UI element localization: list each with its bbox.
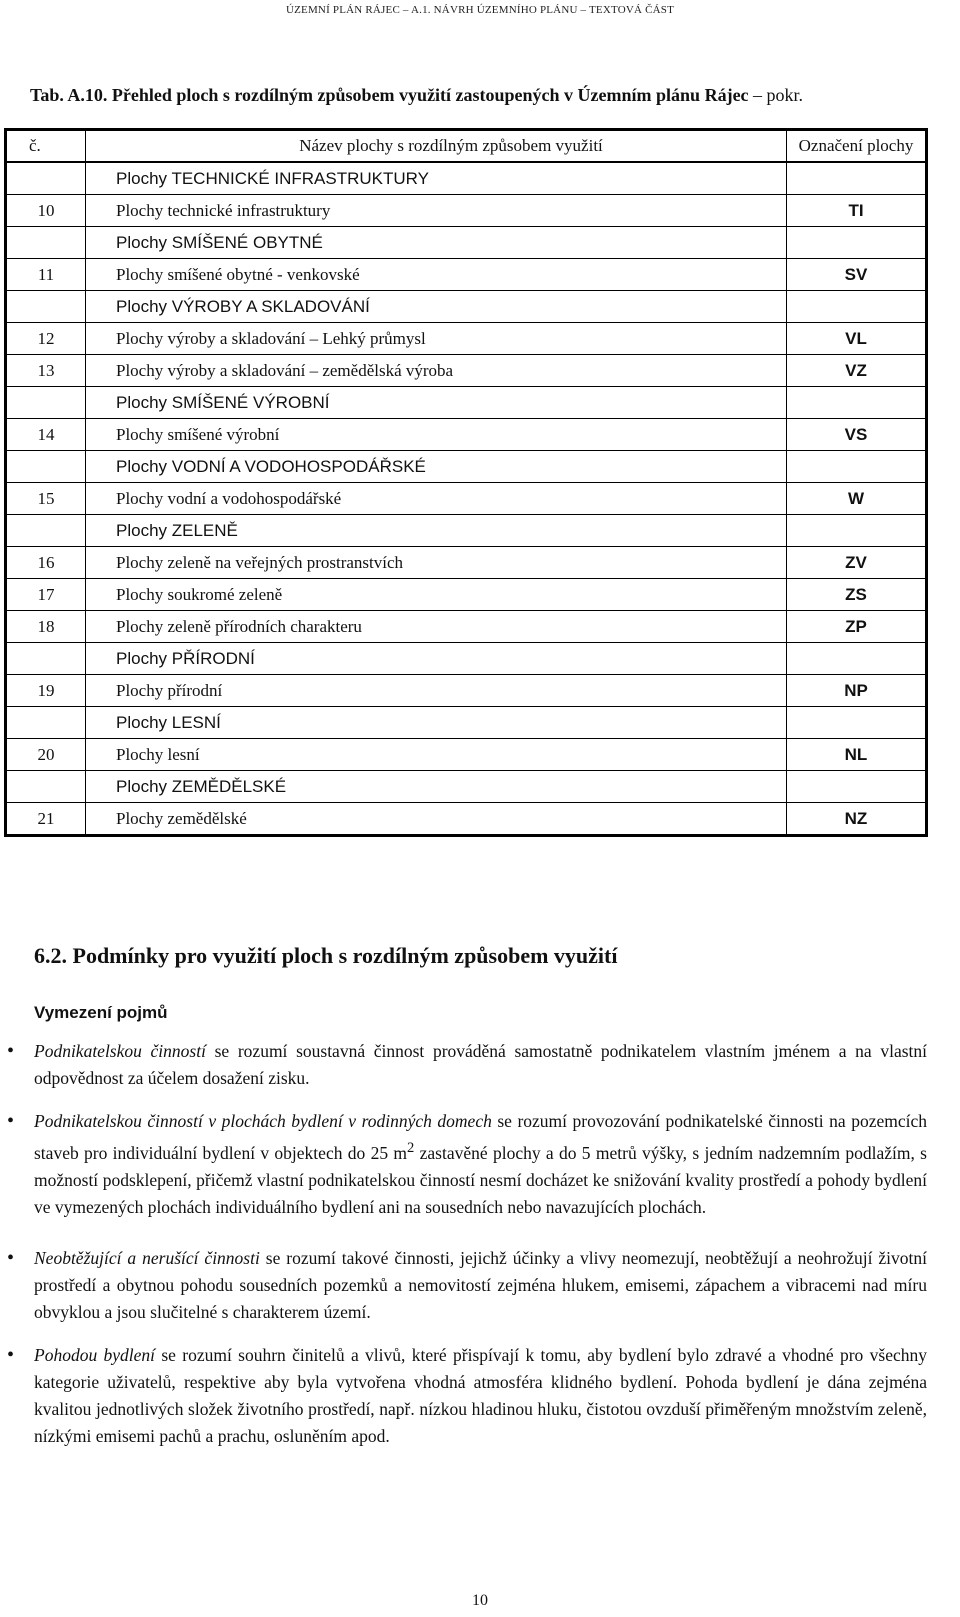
area-code: VS: [787, 419, 927, 451]
definition-item: [34, 1342, 927, 1450]
table-row: [6, 547, 927, 579]
definition-text-cont: zastavěné plochy a do 5 metrů výšky, s jedním nadzemním podlažím, s možností podsklepení, přičemž vlastní podnikatelskou činností nesmí docházet ke snižování kvality prostředí a pohody bydlení ve vymezených plochách individuálního bydlení ani na sousedních nebo navazujících plochách.: [34, 1142, 927, 1217]
caption-dash: –: [753, 85, 763, 105]
row-number: [6, 643, 86, 675]
table-row: [6, 419, 927, 451]
area-code: ZV: [787, 547, 927, 579]
area-code: [787, 291, 927, 323]
area-name: Plochy smíšené výrobní: [86, 419, 787, 451]
group-row: [6, 707, 927, 739]
area-code: [787, 387, 927, 419]
group-name: Plochy LESNÍ: [86, 707, 787, 739]
group-row: [6, 387, 927, 419]
definition-term: Podnikatelskou činností: [34, 1041, 206, 1061]
row-number: 11: [6, 259, 86, 291]
row-number: [6, 451, 86, 483]
table-caption: [30, 85, 930, 106]
group-row: [6, 291, 927, 323]
definition-item: [34, 1245, 927, 1326]
table-row: [6, 579, 927, 611]
row-number: [6, 771, 86, 803]
row-number: 17: [6, 579, 86, 611]
row-number: [6, 162, 86, 195]
area-code: [787, 707, 927, 739]
area-code: [787, 643, 927, 675]
area-name: Plochy lesní: [86, 739, 787, 771]
definition-term: Podnikatelskou činností v plochách bydlení v rodinných domech: [34, 1111, 492, 1131]
land-use-table: [4, 128, 928, 837]
table-row: [6, 195, 927, 227]
group-name: Plochy VÝROBY A SKLADOVÁNÍ: [86, 291, 787, 323]
area-name: Plochy výroby a skladování – Lehký průmysl: [86, 323, 787, 355]
area-code: [787, 515, 927, 547]
subheading: Vymezení pojmů: [34, 1003, 168, 1022]
area-code: NL: [787, 739, 927, 771]
group-name: Plochy SMÍŠENÉ VÝROBNÍ: [86, 387, 787, 419]
area-name: Plochy technické infrastruktury: [86, 195, 787, 227]
table-row: [6, 323, 927, 355]
row-number: 12: [6, 323, 86, 355]
header-code: Označení plochy: [787, 130, 927, 163]
area-code: NZ: [787, 803, 927, 836]
area-code: VZ: [787, 355, 927, 387]
row-number: [6, 515, 86, 547]
row-number: 16: [6, 547, 86, 579]
header-name: Název plochy s rozdílným způsobem využití: [86, 130, 787, 163]
table-row: [6, 355, 927, 387]
area-name: Plochy vodní a vodohospodářské: [86, 483, 787, 515]
table-body: [6, 162, 927, 836]
group-row: [6, 227, 927, 259]
row-number: [6, 291, 86, 323]
group-name: Plochy ZEMĚDĚLSKÉ: [86, 771, 787, 803]
area-code: NP: [787, 675, 927, 707]
row-number: 14: [6, 419, 86, 451]
area-code: W: [787, 483, 927, 515]
row-number: 13: [6, 355, 86, 387]
group-row: [6, 451, 927, 483]
superscript: 2: [407, 1140, 415, 1156]
group-row: [6, 515, 927, 547]
area-name: Plochy přírodní: [86, 675, 787, 707]
section-title: 6.2. Podmínky pro využití ploch s rozdílným způsobem využití: [34, 943, 618, 968]
row-number: 10: [6, 195, 86, 227]
page-number: 10: [472, 1592, 488, 1609]
area-name: Plochy zemědělské: [86, 803, 787, 836]
caption-main: Tab. A.10. Přehled ploch s rozdílným způsobem využití zastoupených v Územním plánu Rájec: [30, 85, 749, 105]
row-number: [6, 227, 86, 259]
group-name: Plochy VODNÍ A VODOHOSPODÁŘSKÉ: [86, 451, 787, 483]
definition-item: [34, 1108, 927, 1221]
definition-text: se rozumí soustavná činnost prováděná samostatně podnikatelem vlastním jménem a na vlastní odpovědnost za účelem dosažení zisku.: [34, 1041, 928, 1088]
page-header: ÚZEMNÍ PLÁN RÁJEC – A.1. NÁVRH ÚZEMNÍHO PLÁNU – TEXTOVÁ ČÁST: [285, 4, 675, 16]
row-number: 15: [6, 483, 86, 515]
definition-term: Neobtěžující a nerušící činnosti: [34, 1247, 260, 1268]
row-number: 18: [6, 611, 86, 643]
header-number: č.: [6, 130, 86, 163]
definition-term: Pohodou bydlení: [34, 1344, 156, 1365]
area-code: TI: [787, 195, 927, 227]
row-number: [6, 387, 86, 419]
definition-text: se rozumí provozování podnikatelské činnosti na pozemcích staveb pro individuální bydlení v objektech do 25 m: [34, 1111, 927, 1163]
table-row: [6, 675, 927, 707]
row-number: 19: [6, 675, 86, 707]
area-name: Plochy zeleně přírodních charakteru: [86, 611, 787, 643]
table-header-row: [6, 130, 927, 163]
caption-tail: pokr.: [766, 85, 804, 105]
group-row: [6, 162, 927, 195]
area-code: ZP: [787, 611, 927, 643]
area-code: [787, 227, 927, 259]
area-code: ZS: [787, 579, 927, 611]
definition-text: se rozumí takové činnosti, jejichž účinky a vlivy neomezují, neobtěžují a neohrožují životní prostředí a obytnou pohodu sousedních pozemků a nemovitostí zejména hlukem, emisemi, zápachem a vibracemi nad míru obvyklou a jsou slučitelné s charakterem území.: [34, 1247, 927, 1322]
group-name: Plochy PŘÍRODNÍ: [86, 643, 787, 675]
group-row: [6, 643, 927, 675]
area-code: [787, 771, 927, 803]
definition-text: se rozumí souhrn činitelů a vlivů, které přispívají k tomu, aby bydlení bylo zdravé a vhodné pro všechny kategorie uživatelů, respektive aby byla vytvořena vhodná atmosféra klidného bydlení. Pohoda bydlení je dána zejména kvalitou jednotlivých složek životního prostředí, např. nízkou hladinou hluku, čistotou ovzduší přiměřeným množstvím zeleně, nízkými emisemi pachů a prachu, osluněním apod.: [34, 1344, 927, 1446]
table-row: [6, 803, 927, 836]
area-name: Plochy smíšené obytné - venkovské: [86, 259, 787, 291]
table-row: [6, 259, 927, 291]
row-number: [6, 707, 86, 739]
group-name: Plochy SMÍŠENÉ OBYTNÉ: [86, 227, 787, 259]
area-code: VL: [787, 323, 927, 355]
table-row: [6, 739, 927, 771]
area-name: Plochy výroby a skladování – zemědělská výroba: [86, 355, 787, 387]
definition-item: [34, 1038, 927, 1092]
row-number: 21: [6, 803, 86, 836]
area-name: Plochy soukromé zeleně: [86, 579, 787, 611]
area-code: [787, 451, 927, 483]
group-name: Plochy TECHNICKÉ INFRASTRUKTURY: [86, 162, 787, 195]
table-row: [6, 611, 927, 643]
row-number: 20: [6, 739, 86, 771]
group-name: Plochy ZELENĚ: [86, 515, 787, 547]
area-name: Plochy zeleně na veřejných prostranstvích: [86, 547, 787, 579]
area-code: [787, 162, 927, 195]
table-row: [6, 483, 927, 515]
definitions-list: [34, 1038, 927, 1466]
area-code: SV: [787, 259, 927, 291]
group-row: [6, 771, 927, 803]
